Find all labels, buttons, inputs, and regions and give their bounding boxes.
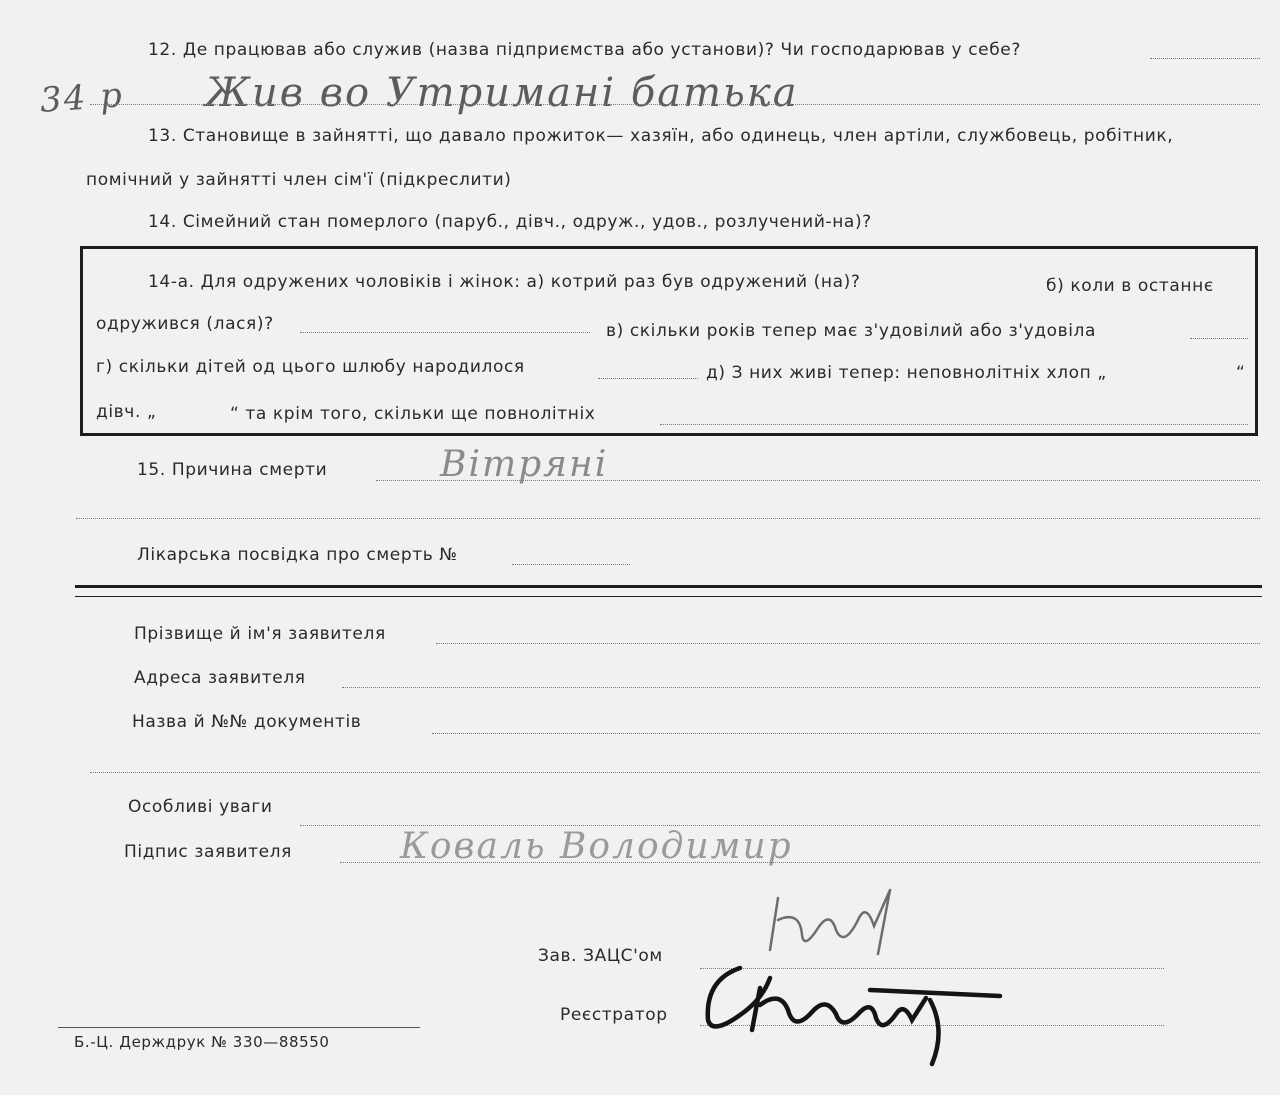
q13-line1: 13. Становище в зайнятті, що давало прожиток— хазяїн, або одинець, член артіли, службовець, робітник,: [148, 126, 1174, 146]
q14a-line3-blank: [598, 378, 698, 379]
q13-line2: помічний у зайнятті член сім'ї (підкреслити): [86, 170, 512, 190]
q14a-line1a: 14-а. Для одружених чоловіків і жінок: а) котрий раз був одружений (на)?: [148, 272, 861, 292]
q14a-line4-blank: [660, 424, 1248, 425]
applicant-name-line: [436, 643, 1260, 644]
q14a-line3c: “: [1236, 363, 1246, 383]
q12-margin-note: 34 р: [38, 75, 126, 121]
medical-label: Лікарська посвідка про смерть №: [137, 545, 458, 565]
applicant-signature-label: Підпис заявителя: [124, 842, 292, 862]
footer-rule: [58, 1027, 420, 1028]
head-signature-mark: [740, 880, 940, 960]
applicant-docs-label: Назва й №№ документів: [132, 712, 362, 732]
applicant-notes-label: Особливі уваги: [128, 797, 273, 817]
q12-label: 12. Де працював або служив (назва підприємства або установи)? Чи господарював у себе?: [148, 40, 1021, 60]
head-label: Зав. ЗАЦС'ом: [538, 946, 663, 966]
separator-thick: [75, 585, 1262, 588]
q14a-line4b: “ та крім того, скільки ще повнолітніх: [230, 404, 596, 424]
applicant-address-line: [342, 687, 1260, 688]
q15-answer: Вітряні: [440, 444, 609, 485]
q12-line-1: [1150, 58, 1260, 59]
q15-line-1: [376, 480, 1260, 481]
applicant-address-label: Адреса заявителя: [134, 668, 306, 688]
applicant-docs-line-2: [90, 772, 1260, 773]
q14a-line2a: одружився (лася)?: [96, 314, 274, 334]
q14a-line1b: б) коли в останнє: [1046, 276, 1214, 296]
q12-answer: Жив во Утримані батька: [205, 70, 799, 116]
q14a-line2-blank-2: [1190, 338, 1248, 339]
q14-label: 14. Сімейний стан померлого (паруб., дівч., одруж., удов., розлучений-на)?: [148, 212, 872, 232]
medical-blank: [512, 564, 630, 565]
q14a-line3a: г) скільки дітей од цього шлюбу народилося: [96, 357, 525, 377]
q14a-line3b: д) З них живі тепер: неповнолітніх хлоп „: [706, 363, 1107, 383]
separator-thin: [75, 596, 1262, 597]
applicant-name-label: Прізвище й ім'я заявителя: [134, 624, 386, 644]
applicant-docs-line-1: [432, 733, 1260, 734]
q15-line-2: [76, 518, 1260, 519]
printer-imprint: Б.-Ц. Держдрук № 330—88550: [74, 1033, 330, 1051]
registrar-signature-mark: [700, 960, 1020, 1070]
applicant-signature-value: Коваль Володимир: [400, 826, 793, 867]
q15-label: 15. Причина смерти: [137, 460, 328, 480]
q12-line-2: [90, 104, 1260, 105]
applicant-signature-line: [340, 862, 1260, 863]
q14a-line2b: в) скільки років тепер має з'удовілий або з'удовіла: [606, 321, 1097, 341]
registrar-label: Реєстратор: [560, 1005, 668, 1025]
q14a-line4a: дівч. „: [96, 402, 157, 422]
q14a-line2-blank: [300, 332, 590, 333]
